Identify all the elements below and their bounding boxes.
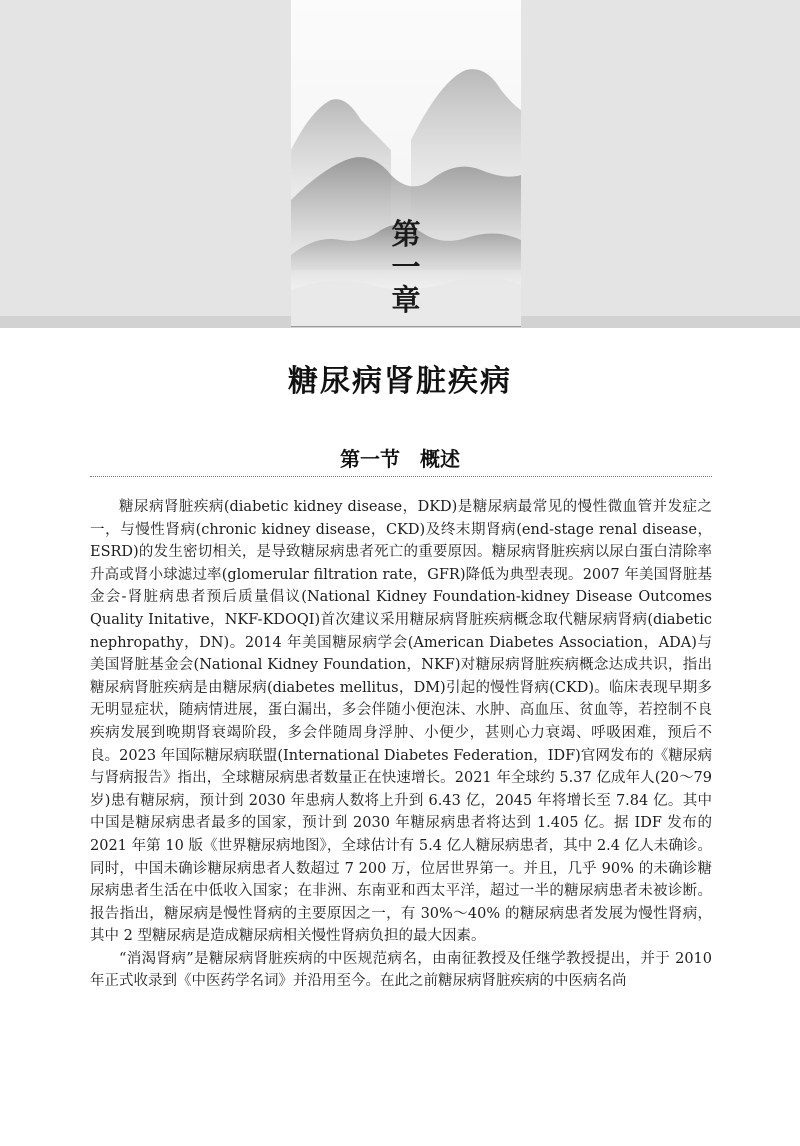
chapter-title: 糖尿病肾脏疾病 (288, 364, 512, 399)
body-text (90, 496, 712, 993)
section-dotted-rule (90, 476, 712, 477)
section-title: 第一节 概述 (340, 447, 460, 471)
panel-bottom-rule (291, 326, 521, 327)
paragraph: 糖尿病肾脏疾病(diabetic kidney disease，DKD)是糖尿病最常见的慢性微血管并发症之一，与慢性肾病(chronic kidney disease，CKD)及终末期肾病(end-stage renal disease，ESRD)的发生密切相关，是导致糖尿病患者死亡的重要原因。糖尿病肾脏疾病以尿白蛋白清除率升高或肾小球滤过率(glomerular filtration rate，GFR)降低为典型表现。2007 年美国肾脏基金会-肾脏病患者预后质量倡议(National Kidney Foundation-kidney Disease Outcomes Quality Initative，NKF-KDOQI)首次建议采用糖尿病肾脏疾病概念取代糖尿病肾病(diabetic nephropathy，DN)。2014 年美国糖尿病学会(American Diabetes Association，ADA)与美国肾脏基金会(National Kidney Foundation，NKF)对糖尿病肾脏疾病概念达成共识，指出糖尿病肾脏疾病是由糖尿病(diabetes mellitus，DM)引起的慢性肾病(CKD)。临床表现早期多无明显症状，随病情进展，蛋白漏出，多会伴随小便泡沫、水肿、高血压、贫血等，若控制不良疾病发展到晚期肾衰竭阶段，多会伴随周身浮肿、小便少，甚则心力衰竭、呼吸困难，预后不良。2023 年国际糖尿病联盟(International Diabetes Federation，IDF)官网发布的《糖尿病与肾病报告》指出，全球糖尿病患者数量正在快速增长。2021 年全球约 5.37 亿成年人(20～79 岁)患有糖尿病，预计到 2030 年患病人数将上升到 6.43 亿，2045 年将增长至 7.84 亿。其中中国是糖尿病患者最多的国家，预计到 2030 年糖尿病患者将达到 1.405 亿。据 IDF 发布的 2021 年第 10 版《世界糖尿病地图》，全球估计有 5.4 亿人糖尿病患者，其中 2.4 亿人未确诊。同时，中国未确诊糖尿病患者人数超过 7 200 万，位居世界第一。并且，几乎 90% 的未确诊糖尿病患者生活在中低收入国家；在非洲、东南亚和西太平洋，超过一半的糖尿病患者未被诊断。报告指出，糖尿病是慢性肾病的主要原因之一，有 30%～40% 的糖尿病患者发展为慢性肾病，其中 2 型糖尿病是造成糖尿病相关慢性肾病负担的最大因素。 (90, 499, 712, 945)
chapter-number-label (382, 218, 430, 317)
paragraph: “消渴肾病”是糖尿病肾脏疾病的中医规范病名，由南征教授及任继学教授提出，并于 2010 年正式收录到《中医药学名词》并沿用至今。在此之前糖尿病肾脏疾病的中医病名尚 (90, 950, 712, 990)
chapter-char: 第 (391, 217, 421, 251)
chapter-char: 一 (391, 250, 421, 284)
chapter-char: 章 (391, 283, 421, 317)
